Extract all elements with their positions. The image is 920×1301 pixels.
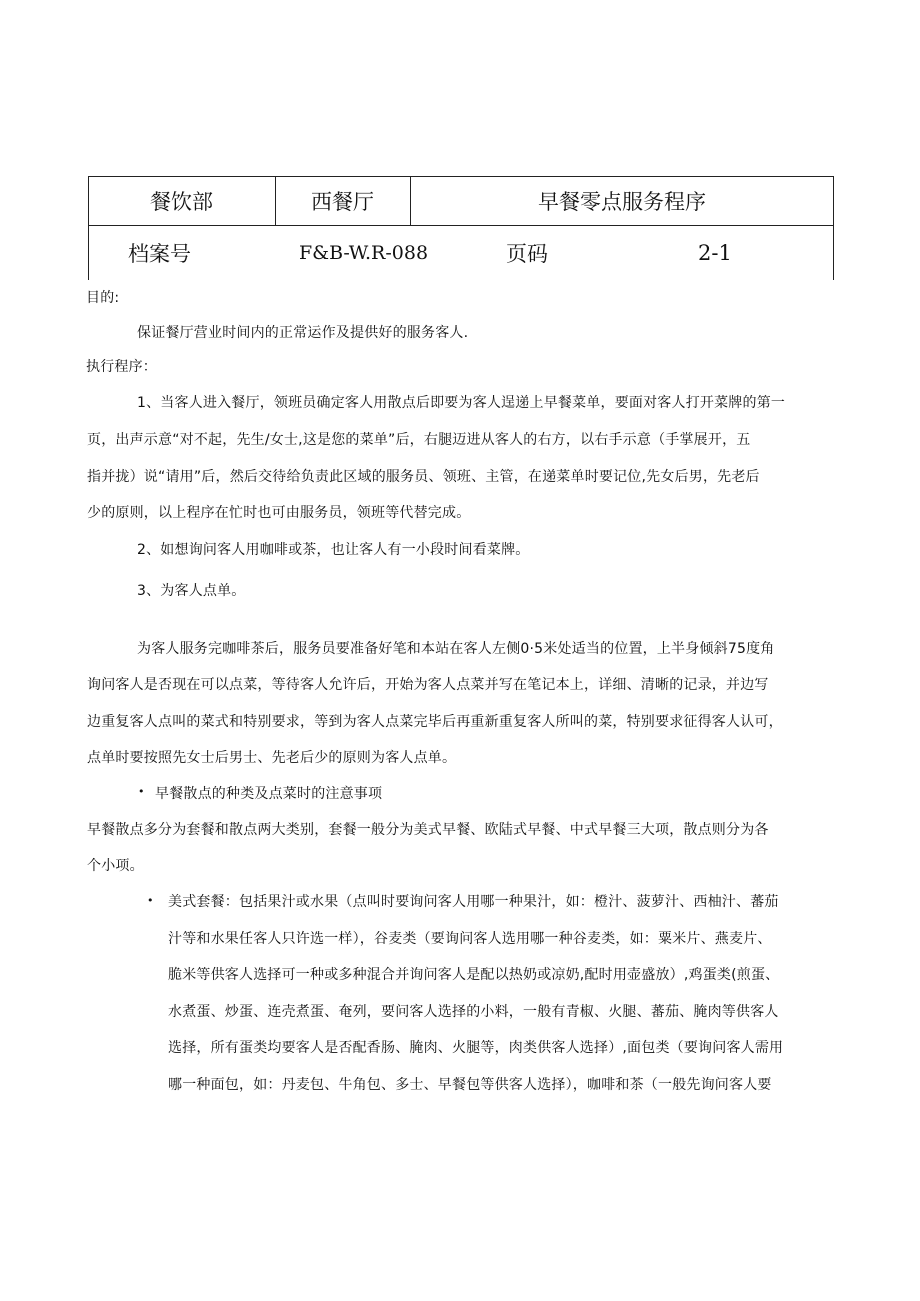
american-set-line: 脆米等供客人选择可一种或多种混合并询问客人是配以热奶或凉奶,配时用壶盛放）,鸡蛋类(煎蛋、 xyxy=(168,967,780,983)
categories-line: 个小项。 xyxy=(87,858,144,874)
purpose-heading: 目的: xyxy=(86,290,120,306)
file-no-value: F&B-W.R-088 xyxy=(299,242,429,264)
doc-title-cell: 早餐零点服务程序 xyxy=(538,189,706,214)
page-label: 页码 xyxy=(506,242,548,266)
american-set-line: 汁等和水果任客人只许选一样），谷麦类（要询问客人选用哪一种谷麦类，如：粟米片、燕麦片、 xyxy=(168,931,772,947)
step1-line: 少的原则，以上程序在忙时也可由服务员，领班等代替完成。 xyxy=(87,505,471,521)
purpose-text: 保证餐厅营业时间内的正常运作及提供好的服务客人. xyxy=(137,325,469,341)
table-row-divider xyxy=(88,225,834,226)
american-set-line: 美式套餐：包括果汁或水果（点叫时要询问客人用哪一种果汁，如：橙汁、菠萝汁、西柚汁、蕃茄 xyxy=(168,894,779,910)
bullet-dot-icon: • xyxy=(138,785,145,798)
procedure-heading: 执行程序： xyxy=(86,359,157,375)
page-no-value: 2-1 xyxy=(698,241,732,265)
order-para-line: 询问客人是否现在可以点菜，等待客人允许后，开始为客人点菜并写在笔记本上，详细、清晰的记录，并边写 xyxy=(87,677,769,693)
order-para-line: 点单时要按照先女士后男士、先老后少的原则为客人点单。 xyxy=(87,750,457,766)
step2-text: 2、如想询问客人用咖啡或茶，也让客人有一小段时间看菜牌。 xyxy=(137,542,530,558)
step1-line: 1、当客人进入餐厅，领班员确定客人用散点后即要为客人逞递上早餐菜单，要面对客人打开菜牌的第一 xyxy=(137,395,786,411)
file-no-label: 档案号 xyxy=(128,242,191,266)
order-para-line: 边重复客人点叫的菜式和特别要求，等到为客人点菜完毕后再重新重复客人所叫的菜，特别要求征得客人认可， xyxy=(87,714,783,730)
step3-text: 3、为客人点单。 xyxy=(137,583,246,599)
order-para-line: 为客人服务完咖啡茶后，服务员要准备好笔和本站在客人左侧0·5米处适当的位置，上半身倾斜75度角 xyxy=(137,641,775,657)
step1-line: 页，出声示意“对不起，先生/女士,这是您的菜单”后，右腿迈进从客人的右方，以右手示意（手掌展开，五 xyxy=(87,432,751,448)
categories-line: 早餐散点多分为套餐和散点两大类别，套餐一般分为美式早餐、欧陆式早餐、中式早餐三大项，散点则分为各 xyxy=(87,822,769,838)
step1-line: 指并拢）说“请用”后，然后交待给负责此区域的服务员、领班、主管，在递菜单时要记位,先女后男，先老后 xyxy=(87,469,760,485)
department-cell: 餐饮部 xyxy=(150,189,213,214)
header-table xyxy=(88,176,834,280)
american-set-line: 选择，所有蛋类均要客人是否配香肠、腌肉、火腿等，肉类供客人选择）,面包类（要询问客人需用 xyxy=(168,1040,784,1056)
bullet-dot-icon: • xyxy=(147,894,154,907)
american-set-line: 水煮蛋、炒蛋、连壳煮蛋、奄列，要问客人选择的小料，一般有青椒、火腿、蕃茄、腌肉等供客人 xyxy=(168,1004,779,1020)
outlet-cell: 西餐厅 xyxy=(311,189,374,214)
bullet-heading: 早餐散点的种类及点菜时的注意事项 xyxy=(155,786,383,802)
american-set-line: 哪一种面包，如：丹麦包、牛角包、多士、早餐包等供客人选择），咖啡和茶（一般先询问客人要 xyxy=(168,1077,772,1093)
